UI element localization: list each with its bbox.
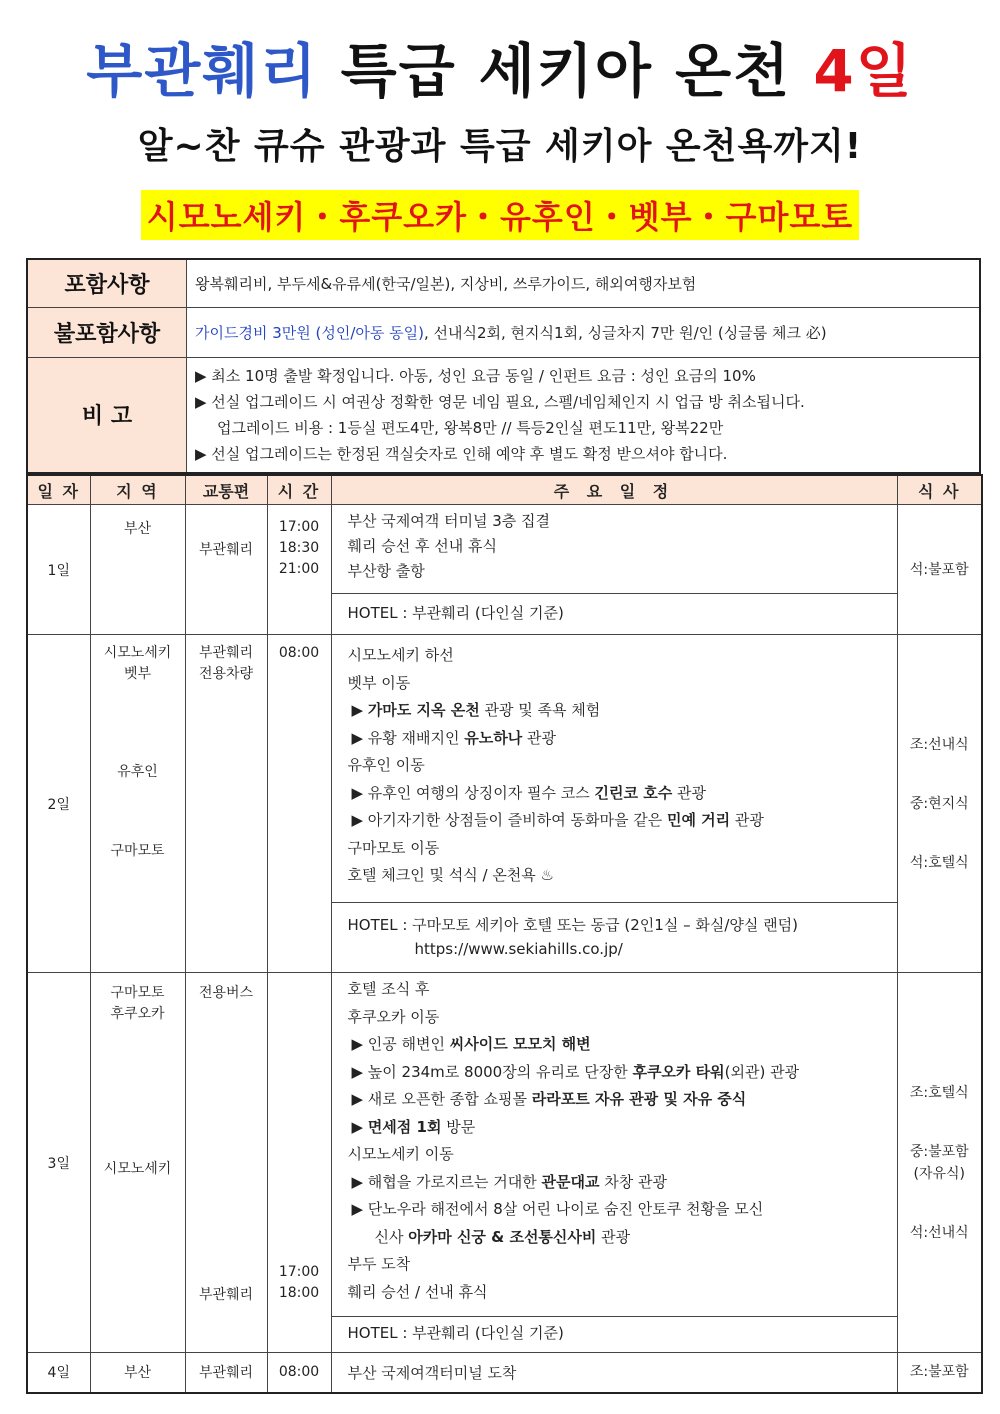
meal-item: 석:선내식 [909, 1224, 969, 1241]
table-row [27, 505, 982, 635]
schedule-line: 호텔 체크인 및 석식 / 온천욕 ♨ [347, 866, 555, 884]
time-cell [267, 505, 331, 635]
header-schedule: 주 요 일 정 [331, 475, 897, 505]
schedule-line: 시모노세키 하선 [347, 646, 454, 664]
hotel-info [332, 902, 897, 972]
schedule-cell [331, 635, 897, 973]
transport-name: 부관훼리 [198, 1287, 254, 1303]
meal-item: (자유식) [913, 1165, 965, 1182]
meal-item: 석:불포함 [909, 561, 969, 578]
transport-cell [185, 973, 267, 1353]
schedule-line: ▶ 유황 재배지인 유노하나 관광 [351, 728, 556, 747]
region-name: 유후인 [117, 764, 158, 780]
meal-item: 조:호텔식 [909, 1084, 969, 1101]
schedule-line: 훼리 승선 후 선내 휴식 [347, 537, 497, 555]
schedule-line: 부산항 출항 [347, 562, 425, 580]
guide-fee: 가이드경비 3만원 (성인/아동 동일) [195, 323, 424, 342]
header-transport: 교통편 [185, 475, 267, 505]
meal-item: 조:선내식 [909, 736, 969, 753]
note-line: 업그레이드 비용 : 1등실 편도4만, 왕복8만 // 특등2인실 편도11만, 왕복22만 [217, 418, 724, 437]
time-cell: 08:00 [267, 1353, 331, 1393]
schedule-line: 벳부 이동 [347, 673, 411, 692]
meal-item: 중:불포함 [909, 1143, 969, 1160]
included-label: 포함사항 [27, 259, 187, 307]
region-name: 구마모토 [110, 843, 165, 859]
time-value: 17:00 [278, 519, 320, 535]
meal-cell: 조:불포함 [897, 1353, 982, 1393]
schedule-line: ▶ 면세점 1회 방문 [351, 1117, 476, 1136]
table-row [27, 635, 982, 973]
page-title [0, 24, 1000, 108]
schedule-line: 신사 아카마 신궁 & 조선통신사비 관광 [374, 1227, 631, 1246]
header-time: 시 간 [267, 475, 331, 505]
time-value: 18:00 [278, 1285, 320, 1301]
schedule-line: 구마모토 이동 [347, 838, 440, 857]
region-name: 시모노세키 [103, 1161, 172, 1177]
note-line: ▶ 선실 업그레이드는 한정된 객실숫자로 인해 예약 후 별도 확정 받으셔야 합니다. [195, 444, 728, 463]
schedule-line: ▶ 아기자기한 상점들이 즐비하여 동화마을 같은 민예 거리 관광 [351, 811, 764, 829]
time-value: 18:30 [278, 540, 320, 556]
schedule-line: ▶ 유후인 여행의 상징이자 필수 코스 긴린코 호수 관광 [351, 783, 706, 802]
schedule-cell [331, 973, 897, 1353]
day-cell: 4일 [27, 1353, 90, 1393]
transport-name: 전용차량 [198, 666, 254, 682]
schedule-cell [331, 505, 897, 635]
page-subtitle: 알~찬 큐슈 관광과 특급 세키아 온천욕까지! [137, 126, 863, 167]
schedule-line: 유후인 이동 [347, 756, 425, 774]
table-row [27, 973, 982, 1353]
region-name: 시모노세키 [103, 645, 172, 661]
transport-name: 부관훼리 [198, 542, 254, 558]
header-day: 일 자 [27, 475, 90, 505]
region-cell [90, 505, 185, 635]
transport-name: 전용버스 [198, 985, 254, 1001]
region-cell [90, 635, 185, 973]
title-ferry: 부관훼리 [86, 37, 319, 105]
regions-banner [0, 190, 1000, 240]
region-name: 구마모토 [110, 985, 165, 1001]
day-cell: 1일 [27, 505, 90, 635]
region-name: 벳부 [123, 666, 152, 682]
time-cell [267, 973, 331, 1353]
time-cell [267, 635, 331, 973]
schedule-line: 시모노세키 이동 [347, 1145, 454, 1163]
meal-item: 석:호텔식 [909, 854, 969, 871]
transport-cell: 부관훼리 [185, 1353, 267, 1393]
transport-name: 부관훼리 [198, 645, 254, 661]
schedule-line: 부두 도착 [347, 1255, 411, 1273]
header-region: 지 역 [90, 475, 185, 505]
notes-label: 비 고 [27, 357, 187, 473]
schedule-line: 훼리 승선 / 선내 휴식 [347, 1282, 488, 1301]
title-duration: 4일 [813, 37, 914, 105]
header-meal: 식 사 [897, 475, 982, 505]
notes-text [187, 357, 981, 473]
hotel-info: HOTEL : 부관훼리 (다인실 기준) [332, 1316, 897, 1352]
schedule-line: ▶ 높이 234m로 8000장의 유리로 단장한 후쿠오카 타워(외관) 관광 [351, 1062, 800, 1081]
day-cell: 2일 [27, 635, 90, 973]
excluded-rest: , 선내식2회, 현지식1회, 싱글차지 7만 원/인 (싱글룸 체크 必) [423, 323, 827, 342]
excluded-label: 불포함사항 [27, 307, 187, 357]
time-value: 08:00 [278, 645, 320, 661]
day-cell: 3일 [27, 973, 90, 1353]
meal-cell [897, 635, 982, 973]
hotel-info: HOTEL : 부관훼리 (다인실 기준) [332, 593, 897, 634]
regions-text: 시모노세키・후쿠오카・유후인・벳부・구마모토 [141, 190, 859, 240]
transport-cell [185, 635, 267, 973]
hotel-url[interactable]: https://www.sekiahills.co.jp/ [414, 940, 623, 958]
schedule-line: 호텔 조식 후 [347, 980, 430, 998]
meal-item: 중:현지식 [909, 795, 969, 812]
table-row [27, 1353, 982, 1393]
region-name: 후쿠오카 [110, 1006, 165, 1022]
schedule-line: ▶ 단노우라 해전에서 8살 어린 나이로 숨진 안토쿠 천황을 모신 [351, 1200, 764, 1218]
region-cell [90, 973, 185, 1353]
region-cell: 부산 [90, 1353, 185, 1393]
title-main: 특급 세키아 온천 [340, 37, 792, 105]
meal-cell [897, 973, 982, 1353]
note-line: ▶ 최소 10명 출발 확정입니다. 아동, 성인 요금 동일 / 인펀트 요금 : 성인 요금의 10% [195, 366, 756, 385]
schedule-line: ▶ 새로 오픈한 종합 쇼핑몰 라라포트 자유 관광 및 자유 중식 [351, 1090, 747, 1108]
hotel-name: HOTEL : 구마모토 세키아 호텔 또는 동급 (2인1실 – 화실/양실 랜덤) [347, 916, 798, 934]
schedule-line: ▶ 해협을 가로지르는 거대한 관문대교 차창 관광 [351, 1172, 667, 1191]
info-table [26, 258, 981, 474]
schedule-table [26, 474, 983, 1394]
schedule-line: ▶ 인공 해변인 씨사이드 모모치 해변 [351, 1035, 591, 1053]
time-value: 21:00 [278, 561, 320, 577]
time-value: 17:00 [278, 1264, 320, 1280]
included-text: 왕복훼리비, 부두세&유류세(한국/일본), 지상비, 쓰루가이드, 해외여행자보험 [187, 259, 981, 307]
transport-cell [185, 505, 267, 635]
schedule-line: ▶ 가마도 지옥 온천 관광 및 족욕 체험 [351, 701, 601, 719]
schedule-cell: 부산 국제여객터미널 도착 [331, 1353, 897, 1393]
note-line: ▶ 선실 업그레이드 시 여권상 정확한 영문 네임 필요, 스펠/네임체인지 시 업급 방 취소됩니다. [195, 392, 805, 411]
excluded-text [187, 307, 981, 357]
region-name: 부산 [123, 521, 152, 537]
schedule-line: 후쿠오카 이동 [347, 1007, 440, 1026]
meal-cell [897, 505, 982, 635]
schedule-line: 부산 국제여객 터미널 3층 집결 [347, 512, 550, 530]
